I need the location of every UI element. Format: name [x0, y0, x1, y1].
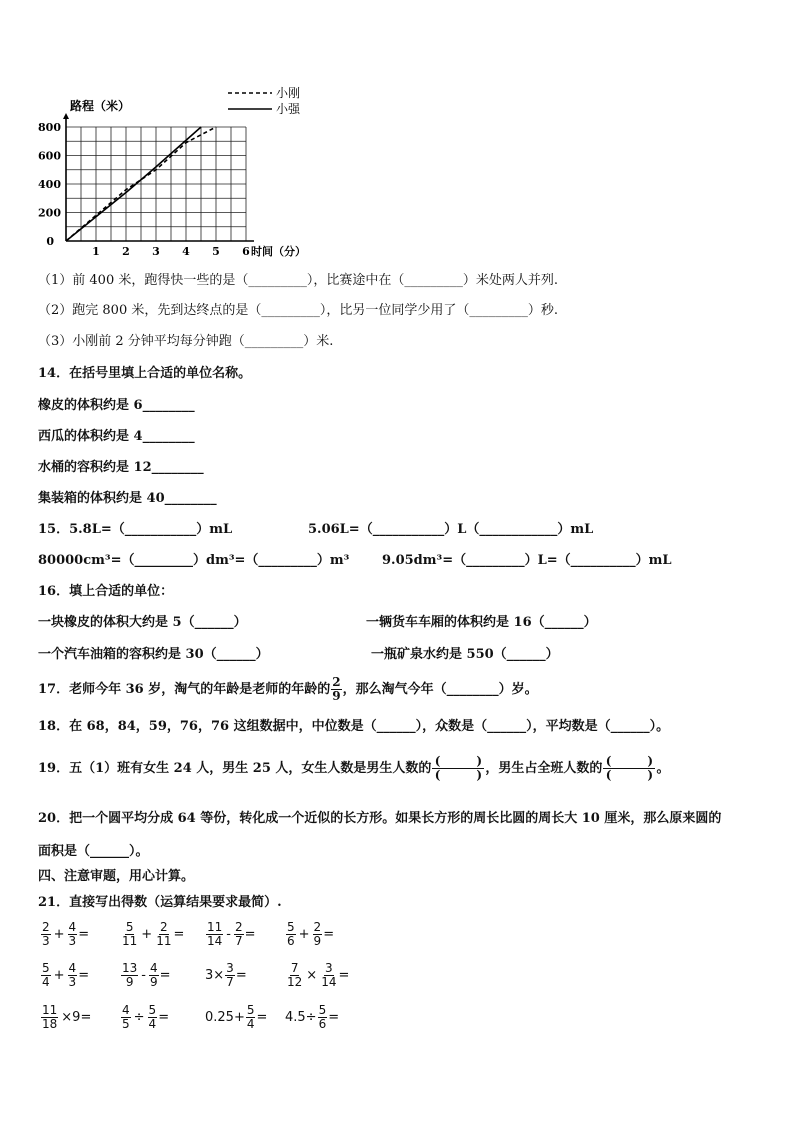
fraction [121, 962, 138, 989]
q19-pre: 19．五（1）班有女生 24 人，男生 25 人，女生人数是男生人数的 [38, 760, 432, 776]
fraction [41, 962, 51, 989]
fraction [206, 921, 223, 948]
operator: + [53, 927, 65, 942]
x-axis-label: 时间（分） [251, 245, 306, 258]
fraction [286, 921, 296, 948]
q19 [38, 755, 669, 782]
q19-fraction-2-num: ( ) [603, 755, 655, 769]
equals-sign: = [78, 968, 90, 983]
equals-sign: = [158, 1010, 170, 1025]
q18: 18．在 68，84，59，76，76 这组数据中，中位数是（______），众数是（______），平均数是（______）。 [38, 719, 670, 734]
q14-line2: 西瓜的体积约是 4________ [38, 429, 195, 444]
q13-part3: （3）小刚前 2 分钟平均每分钟跑（_________）米. [38, 334, 334, 349]
fraction [318, 1004, 328, 1031]
calc-expression [40, 921, 89, 948]
equals-sign: = [338, 968, 350, 983]
q14-line1: 橡皮的体积约是 6________ [38, 398, 195, 413]
legend-label-小强: 小强 [276, 102, 301, 116]
fraction-numerator: 4 [68, 961, 77, 975]
q15-d: 9.05dm³=（_________）L=（__________）mL [382, 553, 672, 568]
q16-d: 一瓶矿泉水约是 550（______） [371, 647, 559, 662]
q21-title: 21．直接写出得数（运算结果要求最简）. [38, 895, 282, 910]
q19-blank-fraction-1 [432, 755, 484, 782]
operator: + [141, 927, 153, 942]
q19-fraction-1-num: ( ) [432, 755, 484, 769]
q19-end: 。 [656, 760, 670, 776]
expression-prefix: 3× [205, 968, 225, 983]
section-4-heading: 四、注意审题，用心计算。 [38, 869, 195, 884]
x-tick-label-2: 2 [122, 245, 130, 258]
fraction-numerator: 2 [313, 920, 322, 934]
fraction [313, 921, 323, 948]
equals-sign: = [173, 927, 185, 942]
fraction-numerator: 3 [226, 961, 234, 975]
fraction-numerator: 7 [290, 961, 299, 975]
expression-prefix: 4.5÷ [285, 1010, 317, 1025]
y-tick-label-200: 200 [38, 206, 61, 220]
equals-sign: = [323, 927, 335, 942]
equals-sign: = [328, 1010, 340, 1025]
x-tick-label-4: 4 [182, 245, 190, 258]
x-tick-label-3: 3 [152, 245, 160, 258]
fraction-denominator: 9 [149, 975, 158, 989]
fraction-denominator: 18 [42, 1017, 58, 1031]
fraction-denominator: 3 [68, 934, 77, 948]
x-tick-label-5: 5 [212, 245, 220, 258]
q13-part2: （2）跑完 800 米，先到达终点的是（_________），比另一位同学少用了（_________）秒. [38, 303, 558, 318]
fraction-denominator: 4 [246, 1017, 255, 1031]
calc-expression [285, 1004, 339, 1031]
fraction-numerator: 2 [234, 920, 243, 934]
q17-fraction [331, 676, 341, 703]
fraction-denominator: 9 [313, 934, 322, 948]
fraction [121, 1004, 131, 1031]
calc-expression [285, 962, 349, 989]
fraction [286, 962, 303, 989]
fraction [148, 1004, 158, 1031]
fraction-numerator: 13 [122, 961, 138, 975]
calc-expression [205, 962, 247, 989]
fraction-numerator: 5 [148, 1003, 157, 1017]
fraction-denominator: 11 [122, 934, 138, 948]
q16-c: 一个汽车油箱的容积约是 30（______） [38, 647, 269, 662]
calc-expression [120, 921, 184, 948]
operator: - [226, 927, 231, 942]
fraction-denominator: 9 [125, 975, 134, 989]
fraction [149, 962, 159, 989]
fraction-numerator: 11 [42, 1003, 58, 1017]
fraction [320, 962, 337, 989]
fraction [41, 1004, 58, 1031]
q19-fraction-2-den: ( ) [605, 768, 654, 782]
fraction-denominator: 5 [122, 1017, 130, 1031]
q20-line2: 面积是（______）。 [38, 844, 149, 859]
q15-a: 15．5.8L=（___________）mL [38, 522, 233, 537]
calc-expression [120, 962, 171, 989]
q14-title: 14．在括号里填上合适的单位名称。 [38, 366, 252, 381]
fraction [121, 921, 138, 948]
q17-fraction-num: 2 [332, 675, 341, 689]
fraction-denominator: 11 [156, 934, 172, 948]
fraction [155, 921, 172, 948]
fraction-denominator: 3 [42, 934, 50, 948]
equals-sign: = [256, 1010, 268, 1025]
fraction [225, 962, 235, 989]
distance-time-chart [28, 80, 328, 260]
fraction-denominator: 4 [42, 975, 50, 989]
fraction-numerator: 3 [325, 961, 333, 975]
q19-mid: ，男生占全班人数的 [485, 760, 603, 776]
equals-sign: = [244, 927, 256, 942]
q15-b: 5.06L=（___________）L（____________）mL [308, 522, 594, 537]
y-tick-label-400: 400 [38, 178, 61, 191]
q19-fraction-1-den: ( ) [434, 768, 483, 782]
fraction-numerator: 4 [149, 961, 158, 975]
fraction-denominator: 6 [318, 1017, 327, 1031]
equals-sign: = [78, 927, 90, 942]
legend-label-小刚: 小刚 [276, 86, 301, 100]
operator: + [53, 968, 65, 983]
operator: × [306, 968, 318, 983]
y-tick-label-0: 0 [46, 235, 54, 248]
fraction-denominator: 6 [287, 934, 295, 948]
operator: ÷ [133, 1010, 145, 1025]
fraction-numerator: 5 [42, 961, 50, 975]
fraction-numerator: 2 [160, 920, 168, 934]
calc-expression [205, 1004, 267, 1031]
fraction-numerator: 5 [287, 920, 295, 934]
q13-part1: （1）前 400 米，跑得快一些的是（_________），比赛途中在（_________）米处两人并列. [38, 273, 558, 288]
fraction-numerator: 11 [207, 920, 223, 934]
equals-sign: = [159, 968, 171, 983]
q16-a: 一块橡皮的体积大约是 5（______） [38, 615, 247, 630]
calc-expression [40, 1004, 93, 1031]
fraction-numerator: 4 [68, 920, 77, 934]
y-tick-label-800: 800 [38, 121, 61, 134]
fraction [68, 962, 78, 989]
fraction-denominator: 14 [207, 934, 223, 948]
fraction-numerator: 5 [318, 1003, 327, 1017]
x-tick-label-1: 1 [92, 245, 100, 258]
fraction-numerator: 5 [246, 1003, 255, 1017]
q20-line1: 20．把一个圆平均分成 64 等份，转化成一个近似的长方形。如果长方形的周长比圆的周长大 10 厘米，那么原来圆的 [38, 811, 722, 826]
calc-expression [285, 921, 334, 948]
fraction-denominator: 14 [321, 975, 337, 989]
q14-line3: 水桶的容积约是 12________ [38, 460, 204, 475]
calc-expression [40, 962, 89, 989]
calc-expression [205, 921, 256, 948]
q15-c: 80000cm³=（_________）dm³=（_________）m³ [38, 553, 350, 568]
q19-blank-fraction-2 [603, 755, 655, 782]
y-axis-arrow [63, 113, 69, 119]
fraction-denominator: 12 [287, 975, 303, 989]
fraction-denominator: 7 [226, 975, 234, 989]
equals-sign: = [235, 968, 247, 983]
y-tick-label-600: 600 [38, 149, 61, 163]
operator: ×9= [61, 1010, 92, 1025]
y-axis-label: 路程（米） [70, 99, 131, 113]
x-tick-label-6: 6 [242, 245, 250, 258]
fraction [41, 921, 51, 948]
fraction-numerator: 2 [42, 920, 50, 934]
q16-b: 一辆货车车厢的体积约是 16（______） [366, 615, 597, 630]
q14-line4: 集装箱的体积约是 40________ [38, 491, 217, 506]
q17-post: ，那么淘气今年（________）岁。 [342, 681, 538, 697]
q17-pre: 17．老师今年 36 岁，淘气的年龄是老师的年龄的 [38, 681, 331, 697]
fraction [68, 921, 78, 948]
q17-fraction-den: 9 [332, 689, 341, 703]
q17 [38, 676, 538, 703]
q16-title: 16．填上合适的单位： [38, 584, 174, 599]
fraction-numerator: 5 [125, 920, 134, 934]
fraction-denominator: 3 [68, 975, 77, 989]
expression-prefix: 0.25+ [205, 1010, 245, 1025]
operator: + [298, 927, 310, 942]
operator: - [141, 968, 146, 983]
fraction-denominator: 4 [148, 1017, 157, 1031]
fraction [246, 1004, 256, 1031]
fraction-numerator: 4 [122, 1003, 130, 1017]
calc-expression [120, 1004, 169, 1031]
fraction [234, 921, 244, 948]
fraction-denominator: 7 [234, 934, 243, 948]
